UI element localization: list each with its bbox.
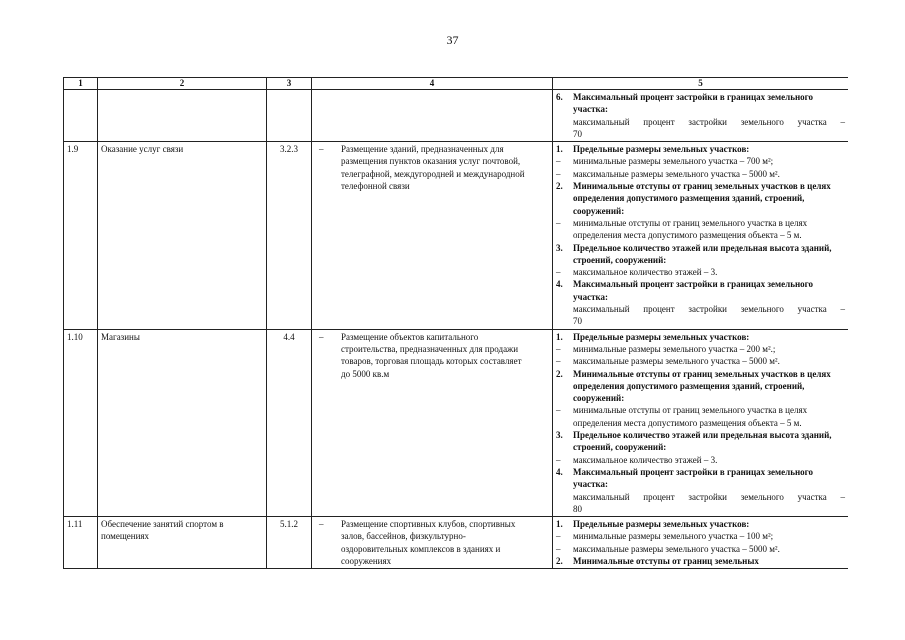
parameter-heading (556, 180, 845, 217)
parameter-item-text: минимальные размеры земельного участка – 200 м².; (573, 343, 776, 354)
parameter-heading-text: Предельные размеры земельных участков: (573, 331, 750, 342)
parameter-heading-text: Предельное количество этажей или предельная высота зданий, строений, сооружений: (573, 242, 832, 265)
dash-marker: – (556, 343, 561, 354)
parameter-number: 4. (556, 279, 563, 290)
table-row (64, 142, 849, 329)
row-number-cell: 1.11 (64, 517, 98, 569)
parameter-heading-text: Максимальный процент застройки в границах земельного участка: (573, 279, 814, 302)
parameter-number: 1. (556, 144, 563, 155)
dash-marker: – (556, 454, 561, 465)
table-body (64, 90, 849, 569)
parameter-heading (556, 91, 845, 116)
parameter-number: 1. (556, 519, 563, 530)
parameter-heading (556, 429, 845, 454)
description-cell (312, 142, 553, 329)
parameter-item-text: максимальное количество этажей – 3. (573, 267, 718, 278)
parameter-heading-text: Предельные размеры земельных участков: (573, 144, 750, 155)
parameter-heading (556, 466, 845, 491)
parameter-item-text: максимальные размеры земельного участка – 5000 м². (573, 543, 780, 554)
parameter-item (556, 454, 845, 466)
parameter-heading (556, 518, 845, 530)
parameter-item-text: максимальные размеры земельного участка – 5000 м². (573, 356, 780, 367)
parameter-item-text: минимальные размеры земельного участка – 700 м²; (573, 156, 774, 167)
dash-marker: – (319, 331, 324, 342)
parameter-number: 4. (556, 466, 563, 477)
parameter-item (556, 543, 845, 555)
dash-marker: – (319, 144, 324, 155)
parameter-item (556, 404, 845, 429)
use-code-cell (267, 90, 312, 142)
parameter-value-text: максимальный процент застройки земельного участка – (573, 491, 845, 502)
parameters-cell (553, 142, 849, 329)
dash-marker: – (556, 543, 561, 554)
parameter-item (556, 530, 845, 542)
dash-marker: – (556, 168, 561, 179)
parameter-heading (556, 242, 845, 267)
parameters-cell (553, 517, 849, 569)
parameters-cell (553, 329, 849, 516)
parameter-heading-text: Минимальные отступы от границ земельных (573, 555, 759, 566)
dash-marker: – (556, 156, 561, 167)
parameter-item-text: минимальные отступы от границ земельного участка в целях определения места допустимого размещения объекта – 5 м. (573, 405, 808, 428)
parameter-number: 2. (556, 181, 563, 192)
use-code-cell: 4.4 (267, 329, 312, 516)
parameter-value-text: максимальный процент застройки земельного участка – (573, 116, 845, 127)
parameter-heading-text: Предельные размеры земельных участков: (573, 519, 750, 530)
column-header: 4 (312, 78, 553, 90)
parameter-value-text: 80 (573, 503, 582, 514)
parameter-heading-text: Максимальный процент застройки в границах земельного участка: (573, 92, 814, 115)
parameter-value-text: 70 (573, 128, 582, 139)
use-code-cell: 5.1.2 (267, 517, 312, 569)
row-number-cell: 1.9 (64, 142, 98, 329)
parameters-cell (553, 90, 849, 142)
parameter-number: 2. (556, 368, 563, 379)
parameter-heading (556, 555, 845, 567)
parameter-value-text: 70 (573, 316, 582, 327)
zoning-table (63, 77, 848, 569)
dash-marker: – (556, 405, 561, 416)
parameter-number: 3. (556, 242, 563, 253)
parameter-heading (556, 368, 845, 405)
parameter-item (556, 355, 845, 367)
use-name-cell: Оказание услуг связи (98, 142, 267, 329)
parameter-item-text: максимальные размеры земельного участка – 5000 м². (573, 168, 780, 179)
column-header: 5 (553, 78, 849, 90)
description-cell (312, 329, 553, 516)
parameter-item (556, 155, 845, 167)
column-header: 1 (64, 78, 98, 90)
parameter-item (556, 168, 845, 180)
row-number-cell: 1.10 (64, 329, 98, 516)
description-item (315, 143, 549, 192)
dash-marker: – (319, 519, 324, 530)
table-container (63, 77, 848, 595)
parameter-number: 1. (556, 331, 563, 342)
description-cell (312, 90, 553, 142)
parameter-item-text: минимальные размеры земельного участка – 100 м²; (573, 531, 774, 542)
parameter-heading-text: Минимальные отступы от границ земельных участков в целях определения допустимого размещения зданий, строений, сооружений: (573, 181, 831, 216)
dash-marker: – (556, 531, 561, 542)
use-name-cell: Магазины (98, 329, 267, 516)
description-item (315, 331, 549, 380)
description-text: Размещение зданий, предназначенных для размещения пунктов оказания услуг почтовой, телеграфной, междугородней и международной телефонной связи (341, 144, 525, 192)
page-number: 37 (446, 33, 459, 47)
parameter-heading (556, 331, 845, 343)
parameter-item-text: максимальное количество этажей – 3. (573, 454, 718, 465)
table-row (64, 329, 849, 516)
use-name-cell: Обеспечение занятий спортом в помещениях (98, 517, 267, 569)
table-header-row (64, 78, 849, 90)
description-cell (312, 517, 553, 569)
description-text: Размещение спортивных клубов, спортивных залов, бассейнов, физкультурно-оздоровительных комплексов в зданиях и сооружениях (341, 519, 516, 566)
parameter-heading (556, 143, 845, 155)
use-code-cell: 3.2.3 (267, 142, 312, 329)
parameter-item (556, 266, 845, 278)
parameter-heading (556, 278, 845, 303)
table-row (64, 517, 849, 569)
parameter-item (556, 343, 845, 355)
dash-marker: – (556, 217, 561, 228)
parameter-heading-text: Минимальные отступы от границ земельных участков в целях определения допустимого размещения зданий, строений, сооружений: (573, 368, 831, 404)
column-header: 2 (98, 78, 267, 90)
description-text: Размещение объектов капитального строительства, предназначенных для продажи товаров, торговая площадь которых составляет до 5000 кв.м (341, 331, 522, 379)
parameter-number: 2. (556, 555, 563, 566)
parameter-number: 6. (556, 92, 563, 102)
parameter-item-text: минимальные отступы от границ земельного участка в целях определения места допустимого размещения объекта – 5 м. (573, 217, 808, 241)
parameter-value-text: максимальный процент застройки земельного участка – (573, 304, 845, 315)
use-name-cell (98, 90, 267, 142)
parameter-heading-text: Предельное количество этажей или предельная высота зданий, строений, сооружений: (573, 430, 832, 453)
parameter-heading-text: Максимальный процент застройки в границах земельного участка: (573, 466, 814, 490)
description-item (315, 518, 549, 567)
dash-marker: – (556, 267, 561, 278)
column-header: 3 (267, 78, 312, 90)
parameter-number: 3. (556, 430, 563, 441)
dash-marker: – (556, 356, 561, 367)
parameter-item (556, 217, 845, 242)
row-number-cell (64, 90, 98, 142)
table-row (64, 90, 849, 142)
